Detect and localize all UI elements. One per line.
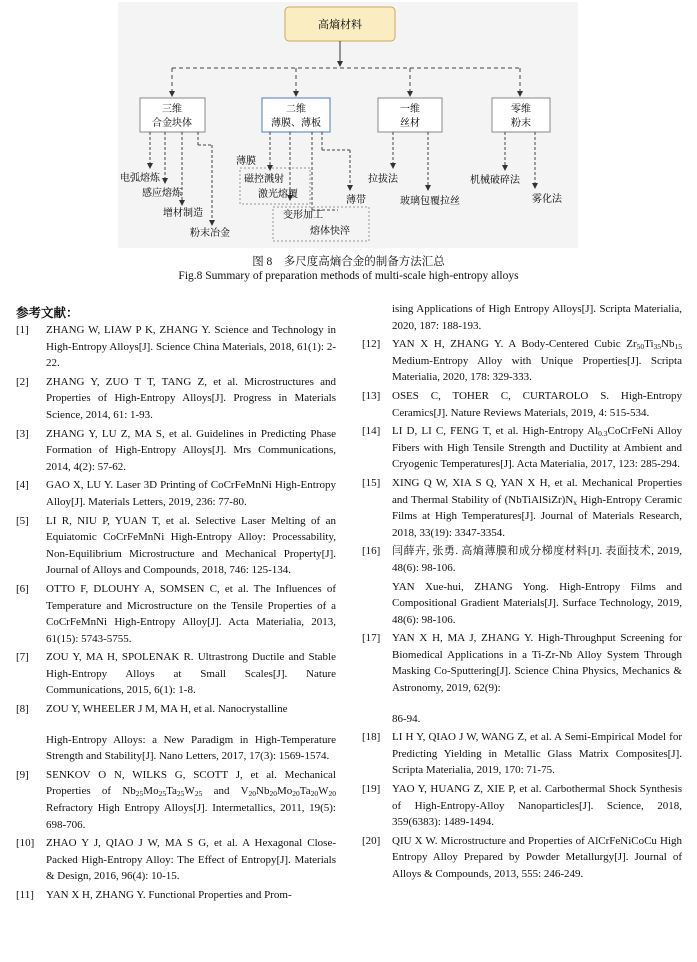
reference-20: [20] QIU X W. Microstructure and Properties of AlCrFeNiCoCu High Entropy Alloy Prepared by Powder Metallurgy[J]. Journal of Alloys & Compounds, 2013, 555: 246-249.	[362, 834, 682, 880]
formula-v-nb-mo-ta-w: $V_{20}Nb_{20}Mo_{20}Ta_{20}W_{20}$	[240, 785, 336, 799]
reference-2: [2] ZHANG Y, ZUO T T, TANG Z, et al. Microstructures and Properties of High-Entropy Alloys[J]. Progress in Materials Science, 2014, 61: 1-93.	[16, 375, 336, 421]
svg-text:零维: 零维	[511, 104, 531, 115]
reference-19: [19] YAO Y, HUANG Z, XIE P, et al. Carbothermal Shock Synthesis of High-Entropy-Alloy Nanoparticles[J]. Science, 2018, 359(6383): 1489-1494.	[362, 783, 682, 829]
formula-nb-mo-ta-w: $Nb_{25}Mo_{25}Ta_{25}W_{25}$	[122, 785, 203, 799]
reference-16-english: YAN Xue-hui, ZHANG Yong. High-Entropy Films and Compositional Gradient Materials[J]. Surface Technology, 2019, 48(6): 98-106.	[392, 580, 682, 626]
reference-11: [11] YAN X H, ZHANG Y. Functional Properties and Prom-	[16, 889, 292, 901]
formula-al: $Al_{0.3}$	[587, 425, 608, 439]
category-3d	[140, 98, 205, 132]
method-glass-coated: 玻璃包覆拉丝	[400, 196, 460, 207]
svg-text:二维: 二维	[286, 104, 306, 115]
figure-caption-cn: 图 8 多尺度高熵合金的制备方法汇总	[252, 256, 445, 268]
formula-zr-ti-nb: $Zr_{50}Ti_{35}Nb_{15}$	[626, 338, 682, 352]
svg-text:丝材: 丝材	[400, 118, 420, 129]
method-melt-spinning: 熔体快淬	[310, 226, 350, 237]
reference-14: [14] LI D, LI C, FENG T, et al. High-Entropy $Al_{0.3}CoCrFeNi$ Alloy Fibers with High Tensile Strength and Ductility at Ambient and Cryogenic Temperatures[J]. Acta Materialia, 2017, 123: 285-294.	[362, 425, 682, 471]
reference-11-continued: ising Applications of High Entropy Alloys[J]. Scripta Materialia, 2020, 187: 188-193.	[392, 303, 682, 332]
reference-1: [1] ZHANG W, LIAW P K, ZHANG Y. Science and Technology in High-Entropy Alloys[J]. Science China Materials, 2018, 61(1): 2-22.	[16, 324, 336, 370]
svg-text:粉末: 粉末	[511, 118, 531, 129]
method-thin-film: 薄膜	[236, 156, 256, 167]
reference-3: [3] ZHANG Y, LU Z, MA S, et al. Guidelines in Predicting Phase Formation of High-Entropy Alloys[J]. Mrs Communications, 2014, 4(2): 57-62.	[16, 427, 336, 473]
reference-17: [17] YAN X H, MA J, ZHANG Y. High-Throughput Screening for Biomedical Applications in a Ti-Zr-Nb Alloy System Through Masking Co-Sputtering[J]. Science China Physics, Mechanics & Astronomy, 2019, 62(9):	[362, 632, 682, 695]
reference-4: [4] GAO X, LU Y. Laser 3D Printing of CoCrFeMnNi High-Entropy Alloy[J]. Materials Letters, 2019, 236: 77-80.	[16, 479, 336, 508]
reference-8-continued: High-Entropy Alloys: a New Paradigm in High-Temperature Strength and Stability[J]. Nano Letters, 2017, 17(3): 1569-1574.	[46, 733, 336, 763]
figure-caption-en: Fig.8 Summary of preparation methods of multi-scale high-entropy alloys	[178, 270, 519, 282]
category-1d	[378, 98, 442, 132]
reference-7: [7] ZOU Y, MA H, SPOLENAK R. Ultrastrong Ductile and Stable High-Entropy Alloys at Small Scales[J]. Nature Communications, 2015, 6(1): 1-8.	[16, 651, 336, 697]
svg-text:一维: 一维	[400, 104, 420, 115]
method-thin-strip: 薄带	[346, 195, 366, 206]
reference-6: [6] OTTO F, DLOUHY A, SOMSEN C, et al. The Influences of Temperature and Microstructure on the Tensile Properties of a CoCrFeMnNi High-Entropy Alloy[J]. Acta Materialia, 2013, 61(15): 5743-5755.	[16, 582, 336, 645]
root-label: 高熵材料	[318, 18, 362, 31]
reference-17-continued: 86-94.	[392, 712, 421, 725]
svg-text:三维: 三维	[162, 104, 182, 115]
method-powder-metallurgy: 粉末冶金	[190, 228, 230, 239]
category-2d	[262, 98, 330, 132]
reference-9: [9] SENKOV O N, WILKS G, SCOTT J, et al. Mechanical Properties of $Nb_{25}Mo_{25}Ta_{25}W_{25}$ and $V_{20}Nb_{20}Mo_{20}Ta_{20}W_{20}$ Refractory High Entropy Alloys[J]. Intermetallics, 2011, 19(5): 698-706.	[16, 768, 336, 831]
svg-text:合金块体: 合金块体	[152, 118, 192, 129]
reference-15: [15] XING Q W, XIA S Q, YAN X H, et al. Mechanical Properties and Thermal Stability of $(NbTiAlSiZr)N_x$ High-Entropy Ceramic Films at High Temperatures[J]. Journal of Materials Research, 2018, 33(19): 3347-3354.	[362, 476, 682, 539]
reference-12: [12] YAN X H, ZHANG Y. A Body-Centered Cubic $Zr_{50}Ti_{35}Nb_{15}$ Medium-Entropy Alloy with Unique Properties[J]. Scripta Materialia, 2020, 178: 329-333.	[362, 338, 682, 384]
reference-10: [10] ZHAO Y J, QIAO J W, MA S G, et al. A Hexagonal Close-Packed High-Entropy Alloy: The Effect of Entropy[J]. Materials & Design, 2016, 96(4): 10-15.	[16, 837, 336, 883]
method-additive: 增材制造	[163, 208, 203, 219]
method-magnetron-sputtering: 磁控溅射	[244, 174, 284, 185]
reference-18: [18] LI H Y, QIAO J W, WANG Z, et al. A Semi-Empirical Model for Predicting Yielding in Metallic Glass Matrix Composites[J]. Scripta Materialia, 2019, 170: 71-75.	[362, 731, 682, 777]
preparation-methods-diagram	[0, 0, 697, 290]
references-heading: 参考文献：	[16, 306, 79, 320]
method-induction-melting: 感应熔炼	[142, 188, 182, 199]
reference-13: [13] OSES C, TOHER C, CURTAROLO S. High-Entropy Ceramics[J]. Nature Reviews Materials, 2019, 4: 515-534.	[362, 389, 682, 419]
reference-5: [5] LI R, NIU P, YUAN T, et al. Selective Laser Melting of an Equiatomic CoCrFeMnNi High-Entropy Alloy: Processability, Non-Equilibrium Microstructure and Mechanical Property[J]. Journal of Alloys and Compounds, 2018, 746: 125-134.	[16, 514, 336, 577]
references-right-column	[362, 301, 682, 885]
method-mechanical-crushing: 机械破碎法	[470, 175, 520, 186]
method-deformation: 变形加工	[283, 210, 323, 221]
svg-text:薄膜、薄板: 薄膜、薄板	[271, 118, 321, 129]
references-left-column	[16, 322, 336, 906]
reference-16: [16] 闫薛卉, 张勇. 高熵薄膜和成分梯度材料[J]. 表面技术, 2019, 48(6): 98-106.	[362, 545, 682, 574]
category-0d	[492, 98, 550, 132]
method-laser-cladding: 激光熔覆	[258, 189, 298, 200]
method-arc-melting: 电弧熔炼	[120, 173, 160, 184]
method-atomization: 雾化法	[532, 194, 562, 205]
method-drawing: 拉拔法	[368, 174, 398, 185]
reference-8: [8] ZOU Y, WHEELER J M, MA H, et al. Nanocrystalline	[16, 703, 288, 716]
